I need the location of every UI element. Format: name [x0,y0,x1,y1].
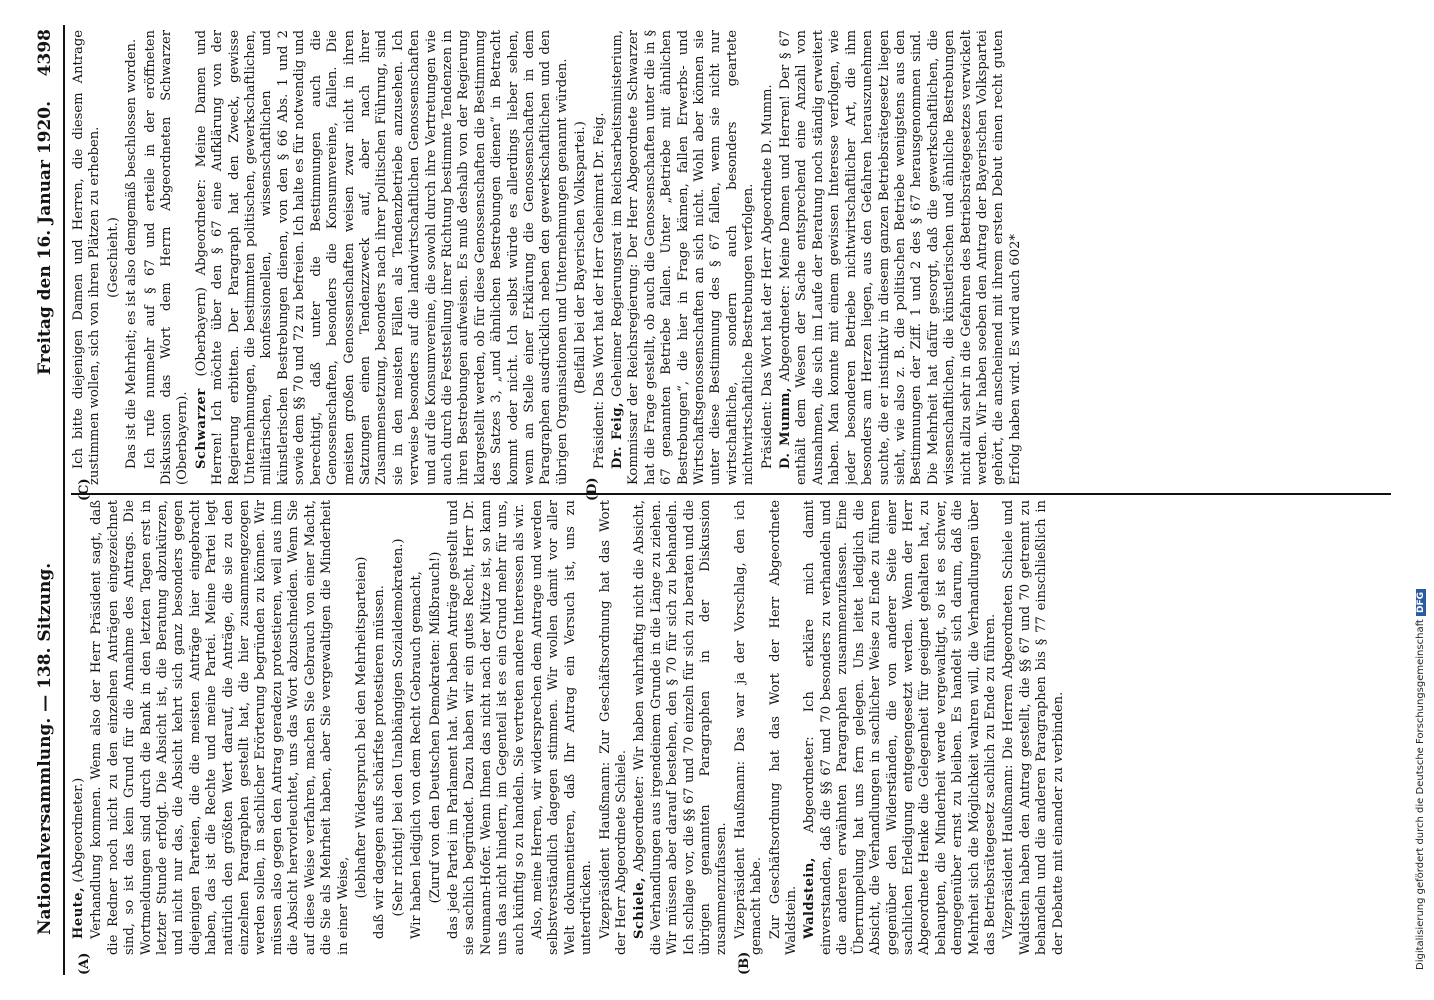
paragraph-text: (Abgeordneter.) [71,777,86,883]
speaker-name: D. Mumm, [778,387,794,469]
paragraph [598,500,631,955]
paragraph-text: Präsident: Das Wort hat der Herr Geheimrat Dr. Feig. [591,112,607,469]
paragraph [592,30,608,485]
paragraph [802,500,999,955]
speaker-name: Waldstein, [802,857,818,939]
speaker-name: Heute, [71,886,86,939]
paragraph-text: Vizepräsident Haußmann: Das war ja der Vorschlag, den ich gemacht habe. [732,500,765,955]
margin-marker-c: (C) [77,478,92,501]
paragraph [372,500,388,955]
paragraph-text: Zur Geschäftsordnung hat das Wort der Herr Abgeordnete Waldstein. [767,500,800,955]
paragraph-text: (lebhafter Widerspruch bei den Mehrheitsparteien) [353,556,369,899]
paragraph-text: Ich rufe nunmehr auf § 67 und erteile in der eröffneten Diskussion das Wort dem Herrn Abgeordneten Schwarzer (Oberbayern). [142,30,191,485]
paragraph-text: (Beifall bei der Bayerischen Volkspartei.) [573,121,589,394]
stage-direction [106,30,122,485]
paragraph-text: Ich bitte diejenigen Damen und Herren, die diesem Antrage zustimmen wollen, sich von ihren Plätzen zu erheben. [71,30,103,485]
paragraph-text: das jede Partei im Parlament hat. Wir haben Anträge gestellt und sie sachlich begründet. Dazu haben wir ein gutes Recht, Herr Dr. Neumann-Hofer. Wenn Ihnen das nicht nach der Mütze ist, so kann uns das nicht hindern, im Gegenteil ist es ein Grund mehr für uns, auch künftig so zu handeln. Sie vertreten andere Interessen als wir. [445,500,527,955]
margin-marker-b: (B) [737,951,752,975]
paragraph [760,30,776,485]
paragraph [89,500,352,955]
stage-direction [573,30,589,485]
paragraph-text: (Zuruf von den Deutschen Demokraten: Mißbrauch!) [427,551,443,904]
paragraph [1001,500,1067,955]
margin-marker-d: (D) [585,477,600,501]
speaker-name: Schwarzer [193,388,209,469]
paragraph-text: daß wir dagegen aufs schärfste protestieren müssen. [372,585,388,939]
margin-marker-a: (A) [77,952,92,975]
paragraph-text: Also, meine Herren, wir widersprechen dem Antrage und werden selbstverständlich dagegen stimmen. Wir wollen damit vor aller Welt dokumentieren, daß Ihr Antrag ein Versuch ist, uns zu unterdrücken. [529,500,595,955]
paragraph [733,500,766,955]
speaker-name: Schiele, [632,876,648,939]
paragraph-text: Präsident: Das Wort hat der Herr Abgeordnete D. Mumm. [759,84,775,469]
paragraph [143,30,192,485]
paragraph-text: Vizepräsident Haußmann: Die Herren Abgeordneten Schiele und Waldstein haben den Antrag gestellt, die §§ 67 und 70 getrennt zu behandeln und die anderen Paragraphen bis § 77 einschließlich in der Debatte mit einander zu verbinden. [1001,500,1066,955]
page-number: 4398 [35,29,55,77]
paragraph [530,500,596,955]
paragraph-text: (Oberbayern) Abgeordneter: Meine Damen und Herren! Ich möchte über den § 67 eine Aufklärung von der Regierung erbitten. Der Paragraph hat den Zweck, gewisse Unternehmungen, die bestimmten politischen, gewerkschaftlichen, militärischen, konfessionellen, wissenschaftlichen und künstlerischen Bestrebungen dienen, von den § 66 Abs. 1 und 2 sowie dem §§ 70 und 72 zu befreien. Ich halte es für notwendig und berechtigt, daß unter die Bestimmungen auch die Genossenschaften, besonders die Konsumvereine, fallen. Die meisten großen Genossenschaften weisen zwar nicht in ihren Satzungen einen Tendenzzweck auf, aber nach ihrer Zusammensetzung, besonders nach ihrer politischen Führung, sind sie in den meisten Fällen als Tendenzbetriebe anzusehen. Ich verweise besonders auf die landwirtschaftlichen Genossenschaften und auf die Konsumvereine, die sowohl durch ihre Vertretungen wie auch durch die Feststellung ihrer Richtung bestimmte Tendenzen in ihren Bestrebungen aufweisen. Es muß deshalb von der Regierung klargestellt werden, ob für diese Genossenschaften die Bestimmung des Satzes 3, „und ähnlichen Bestrebungen dienen“ in Betracht kommt oder nicht. Ich selbst würde es allerdings lieber sehen, wenn an Stelle einer Erklärung die Genossenschaften in dem Paragraphen ausdrücklich neben den gewerkschaftlichen und den übrigen Organisationen und Unternehmungen genannt würden. [193,30,570,485]
paragraph [409,500,425,955]
paragraph-text: Abgeordneter: Ich erkläre mich damit einverstanden, daß die §§ 67 und 70 besonders zu verhandeln und die anderen erwähnten Paragraphen zusammenzufassen. Eine Überrumpelung hat uns fern gelegen. Uns leitet lediglich die Absicht, die Verhandlungen in sachlicher Weise zu Ende zu führen gegenüber den Widerständen, die von anderer Seite einer sachlichen Erledigung entgegengesetzt werden. Wenn der Herr Abgeordnete Henke die Gelegenheit für geeignet gehalten hat, zu behaupten, die Minderheit werde vergewaltigt, so ist es schwer, demgegenüber ernst zu bleiben. Es handelt sich darum, daß die Mehrheit sich die Möglichkeit wahren will, die Verhandlungen über das Betriebsrätegesetz sachlich zu Ende zu führen. [802,500,998,955]
page-header [25,25,65,975]
header-session: Nationalversammlung. — 138. Sitzung. [35,562,55,935]
credit-text: Digitalisierung gefördert durch die Deutsche Forschungsgemeinschaft [1415,619,1426,970]
column-divider [71,493,1391,495]
paragraph [610,30,758,485]
speaker-name: Dr. Feig, [610,401,625,469]
paragraph-text: Abgeordneter: Meine Damen und Herren! Der § 67 enthält dem Wesen der Sache entsprechend eine Anzahl von Ausnahmen, die sich im Laufe der Beratung noch ständig erweitert haben. Man konnte mit einem gewissen Interesse verfolgen, wie jeder besonderen Betriebe nichtwirtschaftlicher Art, die ihm besonders am Herzen liegen, aus den Gefahren herauszunehmen suchte, die er instinktiv in diesem ganzen Betriebsrätegesetz liegen sieht, wie also z. B. die politischen Betriebe wenigstens aus den Bestimmungen der Ziff. 1 und 2 des § 67 herausgenommen sind. Die Mehrheit hat dafür gesorgt, daß die gewerkschaftlichen, die wissenschaftlichen, die künstlerischen und ähnliche Bestrebungen nicht allzu sehr in die Gefahren des Betriebsrätegesetzes verwickelt werden. Wir haben soeben den Antrag der Bayerischen Volkspartei gehört, die anscheinend mit ihrem ersten Debut einen recht guten Erfolg haben wird. Es wird auch 602* [778,30,1023,485]
right-text-column [71,30,1391,485]
dfg-logo: DFG [1416,589,1426,616]
paragraph-text: Wir haben lediglich von dem Recht Gebrauch gemacht, [409,571,425,939]
paragraph [124,30,140,485]
paragraph-text: (Geschieht.) [105,217,121,298]
paragraph-text: Verhandlung kommen. Wenn also der Herr Präsident sagt, daß die Redner noch nicht zu den einzelnen Anträgen eingezeichnet sind, so ist das kein Grund für die Annahme des Antrags. Die Wortmeldungen sind durch die Bank in den letzten Tagen erst in letzter Stunde erfolgt. Die Absicht ist, die Beratung abzukürzen, und nicht nur das, die Absicht kehrt sich ganz besonders gegen diejenigen Parteien, die die meisten Anträge hier eingebracht haben, das ist die Rechte und meine Partei. Meine Partei legt natürlich den größten Wert darauf, die Anträge, die sie zu den einzelnen Paragraphen gestellt hat, die hier zusammengezogen werden sollen, in sachlicher Erörterung begründen zu können. Wir müssen also gegen den Antrag geradezu protestieren, weil aus ihm die Absicht hervorleuchtet, uns das Wort abzuschneiden. Wenn Sie auf diese Weise verfahren, machen Sie Gebrauch von einer Macht, die Sie als Mehrheit haben, aber Sie vergewaltigen die Minderheit in einer Weise, [89,500,351,955]
left-text-column [71,500,1391,955]
stage-direction [354,500,370,955]
paragraph [778,30,1024,485]
paragraph-text: Abgeordneter: Wir haben wahrhaftig nicht die Absicht, die Verhandlungen aus irgendeinem Grunde in die Länge zu ziehen. Wir müssen aber darauf bestehen, den § 70 für sich zu behandeln. Ich schlage vor, die §§ 67 und 70 einzeln für sich zu beraten und die übrigen genannten Paragraphen in der Diskussion zusammenzufassen. [632,500,730,955]
digitization-credit [1412,10,1432,990]
paragraph [446,500,528,955]
paragraph-text: Das ist die Mehrheit; es ist also demgemäß beschlossen worden. [124,38,140,469]
paragraph [632,500,730,955]
paragraph-text: (Sehr richtig! bei den Unabhängigen Sozialdemokraten.) [390,538,406,917]
paragraph-text: Vizepräsident Haußmann: Zur Geschäftsordnung hat das Wort der Herr Abgeordnete Schiele. [597,500,629,955]
stage-direction [428,500,444,955]
paragraph [194,30,571,485]
paragraph [71,500,87,955]
paragraph [71,30,104,485]
document-page [25,25,1405,975]
header-date: Freitag den 16. Januar 1920. [35,100,55,375]
stage-direction [391,500,407,955]
paragraph [768,500,801,955]
paragraph-text: Geheimer Regierungsrat im Reichsarbeitsministerium, Kommissar der Reichsregierung: Der Herr Abgeordnete Schwarzer hat die Frage gestellt, ob auch die Genossenschaften unter die in § 67 genannten Betriebe fallen. Unter „Betriebe mit ähnlichen Bestrebungen“, die hier in Frage kämen, fallen Erwerbs- und Wirtschaftsgenossenschaften an sich nicht. Wohl aber können sie unter diese Bestimmung des § 67 fallen, wenn sie nicht nur wirtschaftliche, sondern auch besonders geartete nichtwirtschaftliche Bestrebungen verfolgen. [610,30,757,485]
